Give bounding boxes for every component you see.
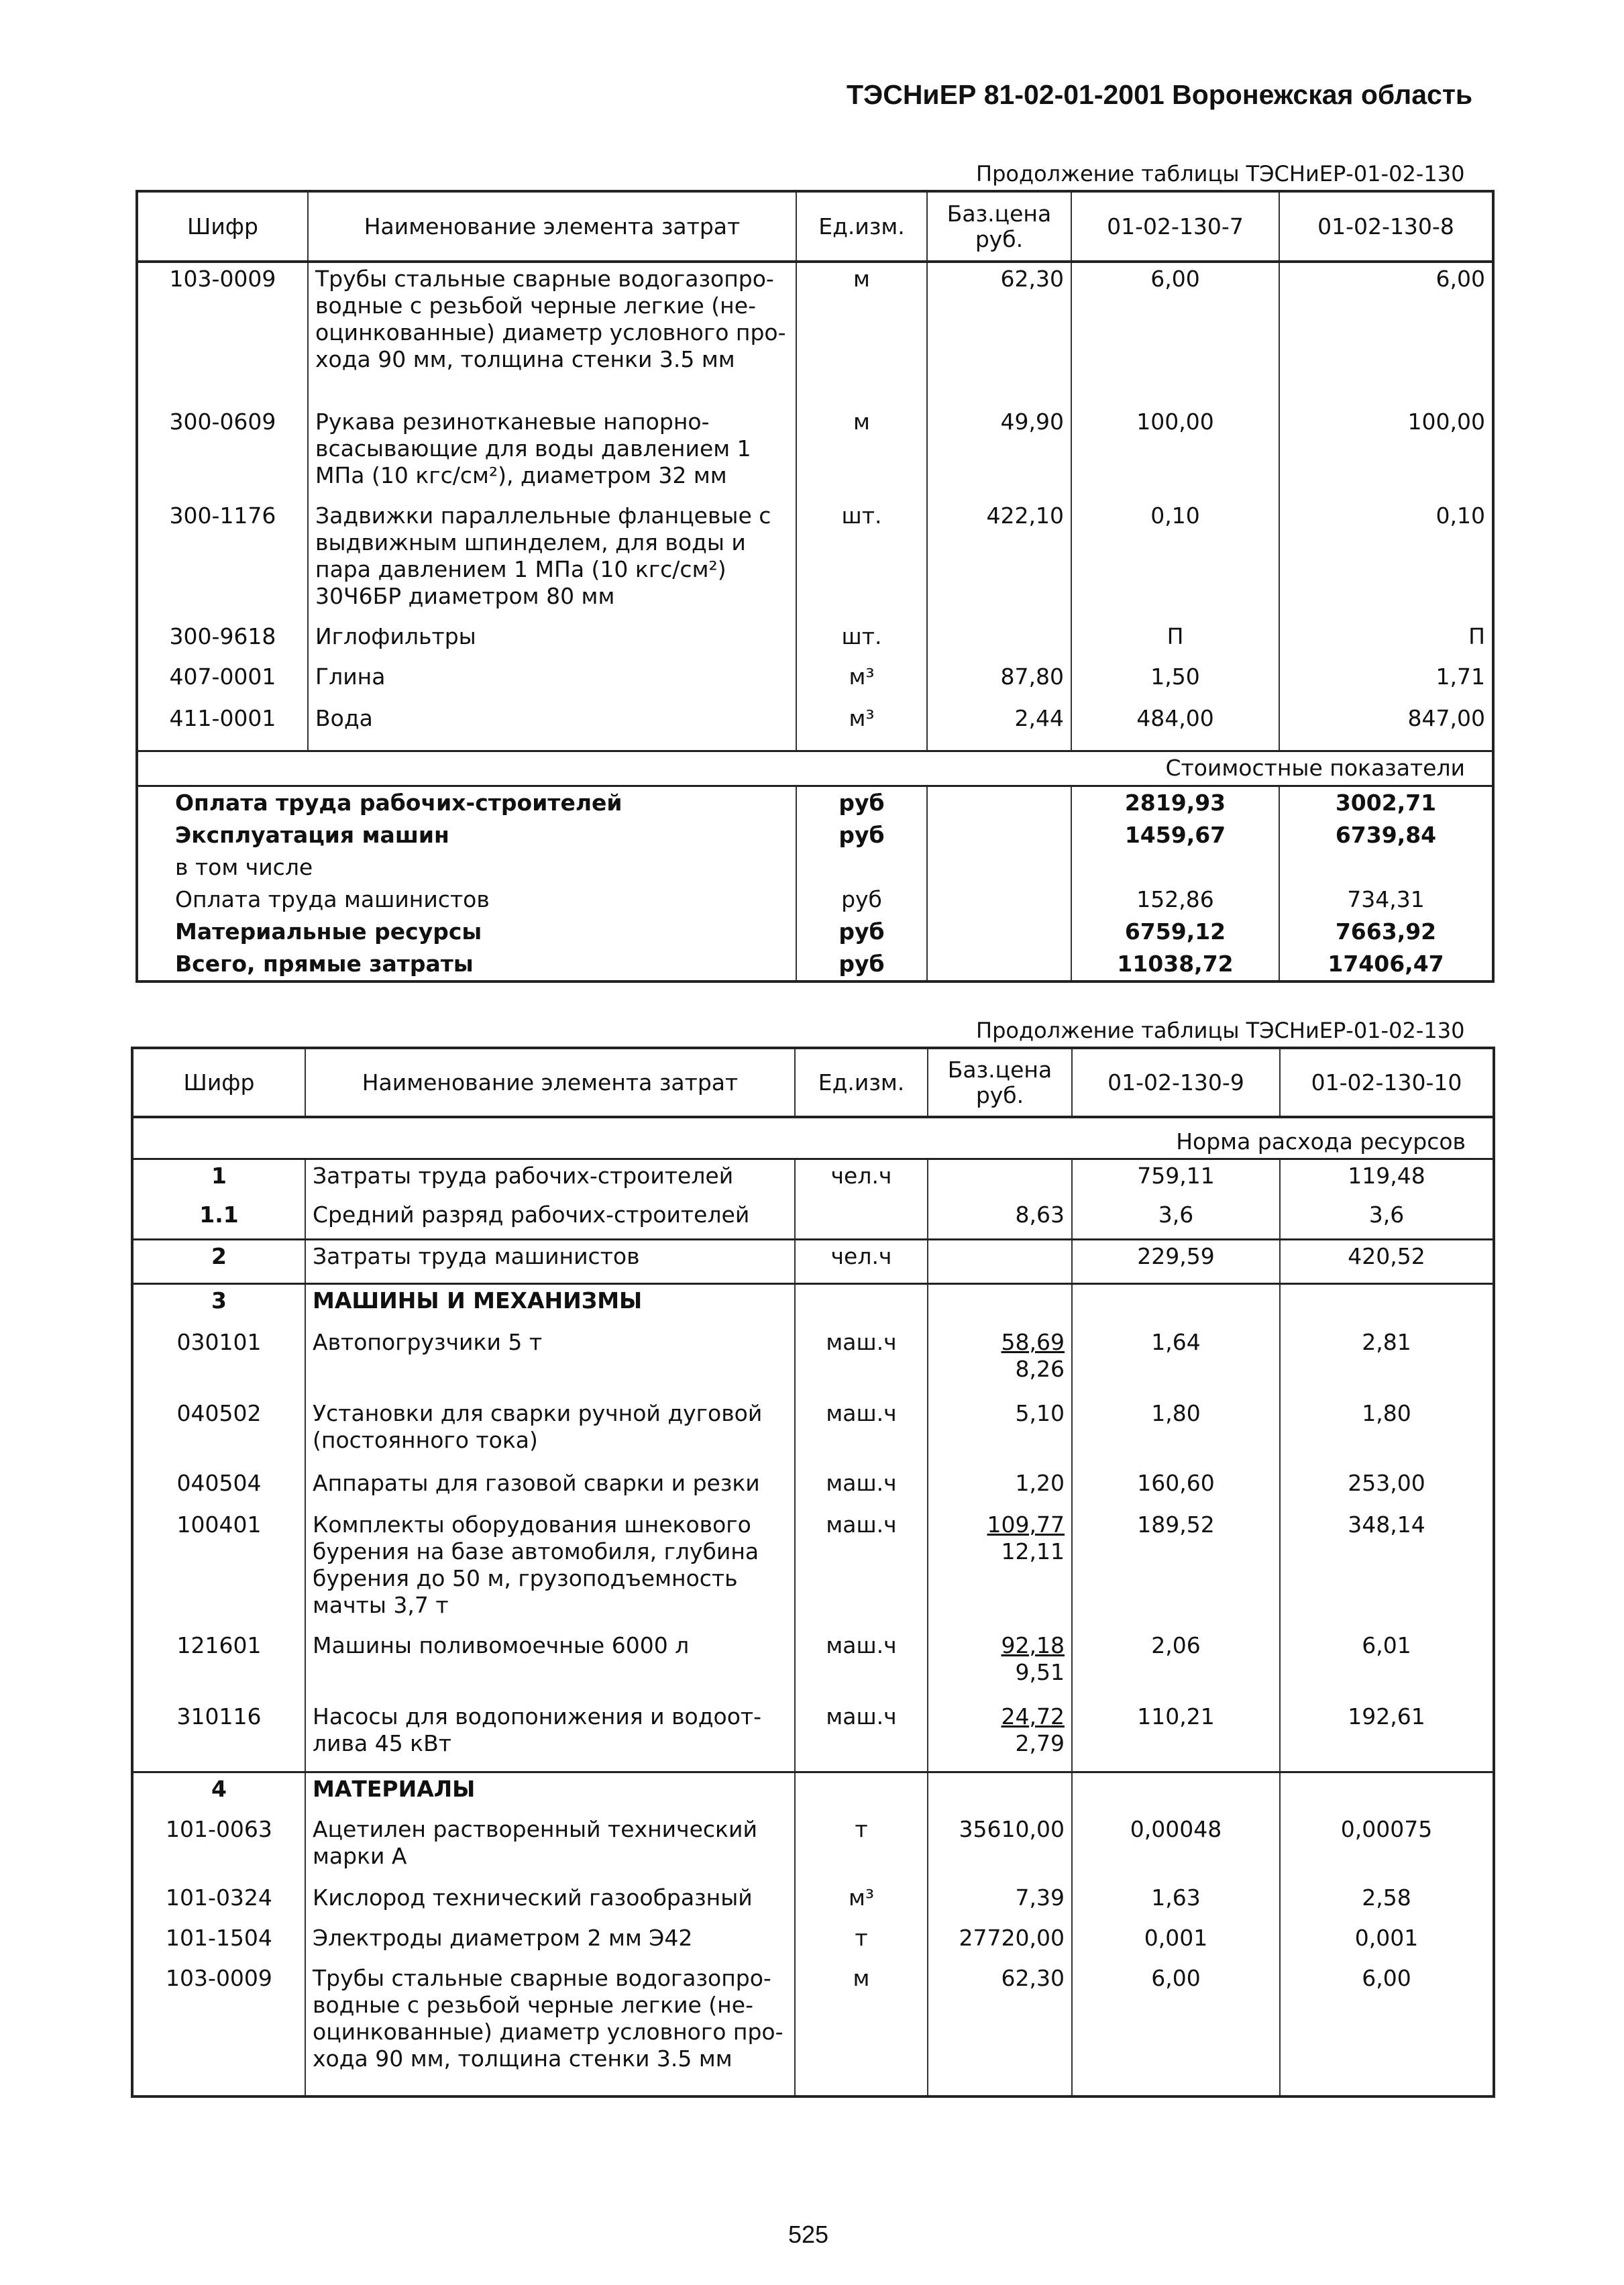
row-price bbox=[928, 1813, 1072, 1882]
row-unit: шт. bbox=[796, 500, 927, 621]
row-price bbox=[928, 1159, 1072, 1199]
row-code: 407-0001 bbox=[137, 661, 308, 702]
row-name: Установки для сварки ручной дуговой (постоянного тока) bbox=[305, 1397, 795, 1467]
summary-name: Материальные ресурсы bbox=[175, 918, 482, 945]
col-header-unit: Ед.изм. bbox=[796, 191, 927, 262]
row-value-2: 847,00 bbox=[1407, 705, 1485, 731]
row-unit: м³ bbox=[796, 702, 927, 743]
row-code: 4 bbox=[132, 1772, 305, 1813]
table2-header-row bbox=[132, 1048, 1494, 1117]
row-value-2: 348,14 bbox=[1348, 1511, 1425, 1538]
summary-name: Оплата труда рабочих-строителей bbox=[175, 789, 622, 816]
row-price bbox=[928, 1701, 1072, 1772]
row-unit: м bbox=[796, 262, 927, 406]
row-code: 411-0001 bbox=[137, 702, 308, 743]
row-price bbox=[928, 1922, 1072, 1962]
row-code: 310116 bbox=[132, 1701, 305, 1772]
row-unit: маш.ч bbox=[795, 1509, 928, 1630]
section-row bbox=[132, 1117, 1494, 1159]
row-value-2: 2,58 bbox=[1362, 1884, 1411, 1911]
col-header-v2: 01-02-130-8 bbox=[1279, 191, 1493, 262]
summary-row bbox=[137, 948, 1493, 981]
row-price-main: 8,63 bbox=[1015, 1202, 1065, 1228]
summary-value-1: 11038,72 bbox=[1071, 948, 1279, 981]
section-row bbox=[137, 751, 1493, 786]
row-price-main: 1,20 bbox=[1015, 1470, 1065, 1496]
row-code: 100401 bbox=[132, 1509, 305, 1630]
spacer-cell bbox=[796, 743, 927, 751]
table-row bbox=[132, 1397, 1494, 1467]
row-price bbox=[928, 1239, 1072, 1283]
summary-unit: руб bbox=[796, 948, 927, 981]
row-price bbox=[928, 1283, 1072, 1326]
summary-value-1: 1459,67 bbox=[1071, 819, 1279, 851]
summary-row bbox=[137, 884, 1493, 916]
row-value-2: П bbox=[1468, 623, 1485, 649]
row-value-1: 110,21 bbox=[1072, 1701, 1280, 1772]
summary-blank bbox=[927, 819, 1071, 851]
row-value-2: 253,00 bbox=[1348, 1470, 1425, 1496]
row-price: 2,44 bbox=[927, 702, 1071, 743]
row-name: Затраты труда машинистов bbox=[305, 1239, 795, 1283]
row-name: Вода bbox=[308, 702, 796, 743]
summary-value-1: 6759,12 bbox=[1071, 916, 1279, 948]
row-name: Комплекты оборудования шнекового бурения на базе автомобиля, глубина бурения до 50 м, грузоподъемность мачты 3,7 т bbox=[305, 1509, 795, 1630]
row-price-machinist: 2,79 bbox=[1015, 1730, 1065, 1756]
row-code: 300-9618 bbox=[137, 621, 308, 661]
row-value-2: 6,00 bbox=[1362, 1965, 1411, 1991]
row-value-2: 6,01 bbox=[1362, 1632, 1411, 1658]
row-unit: м³ bbox=[795, 1882, 928, 1922]
row-price bbox=[928, 1467, 1072, 1509]
row-name: Кислород технический газообразный bbox=[305, 1882, 795, 1922]
row-value-1 bbox=[1072, 1772, 1280, 1813]
col-header-code: Шифр bbox=[137, 191, 308, 262]
row-price: 87,80 bbox=[927, 661, 1071, 702]
summary-blank bbox=[927, 786, 1071, 819]
table-row bbox=[132, 1283, 1494, 1326]
summary-blank bbox=[927, 948, 1071, 981]
table-row bbox=[132, 1813, 1494, 1882]
row-unit: м bbox=[795, 1962, 928, 2096]
row-name: Средний разряд рабочих-строителей bbox=[305, 1199, 795, 1239]
table-row bbox=[132, 1922, 1494, 1962]
row-value-1: 160,60 bbox=[1072, 1467, 1280, 1509]
page-header: ТЭСНиЕР 81-02-01-2001 Воронежская область bbox=[847, 79, 1473, 110]
row-value-1: 2,06 bbox=[1072, 1630, 1280, 1701]
row-value-1: 759,11 bbox=[1072, 1159, 1280, 1199]
row-price bbox=[928, 1772, 1072, 1813]
row-value-1: 484,00 bbox=[1071, 702, 1279, 743]
table-row bbox=[137, 406, 1493, 500]
col-header-v1: 01-02-130-7 bbox=[1071, 191, 1279, 262]
row-value-2: 0,10 bbox=[1436, 502, 1485, 529]
row-unit: маш.ч bbox=[795, 1630, 928, 1701]
summary-blank bbox=[927, 916, 1071, 948]
row-value-2: 0,00075 bbox=[1340, 1816, 1433, 1842]
summary-value-2: 6739,84 bbox=[1335, 821, 1437, 848]
row-name: Ацетилен растворенный технический марки А bbox=[305, 1813, 795, 1882]
row-name: Иглофильтры bbox=[308, 621, 796, 661]
col-header-unit: Ед.изм. bbox=[795, 1048, 928, 1117]
row-unit: маш.ч bbox=[795, 1326, 928, 1397]
row-value-1: П bbox=[1071, 621, 1279, 661]
row-price-main: 62,30 bbox=[1001, 1965, 1065, 1991]
row-value-2 bbox=[1280, 1772, 1494, 1813]
summary-name: Всего, прямые затраты bbox=[175, 950, 474, 977]
col-header-code: Шифр bbox=[132, 1048, 305, 1117]
table-row bbox=[137, 702, 1493, 743]
row-price-main: 35610,00 bbox=[959, 1816, 1065, 1842]
row-unit: т bbox=[795, 1922, 928, 1962]
row-price bbox=[928, 1509, 1072, 1630]
row-unit bbox=[795, 1283, 928, 1326]
row-name: Машины поливомоечные 6000 л bbox=[305, 1630, 795, 1701]
table-row bbox=[132, 1701, 1494, 1772]
row-name: Трубы стальные сварные водогазопро-водные с резьбой черные легкие (не-оцинкованные) диаметр условного про-хода 90 мм, толщина стенки 3.5 мм bbox=[305, 1962, 795, 2096]
row-name: Рукава резинотканевые напорно-всасывающие для воды давлением 1 МПа (10 кгс/см²), диаметром 32 мм bbox=[308, 406, 796, 500]
spacer-cell bbox=[1071, 743, 1279, 751]
row-unit bbox=[795, 1199, 928, 1239]
row-value-2: 1,71 bbox=[1436, 663, 1485, 690]
table-row bbox=[132, 1882, 1494, 1922]
table-row bbox=[132, 1159, 1494, 1199]
row-price bbox=[928, 1882, 1072, 1922]
row-value-2: 420,52 bbox=[1280, 1239, 1494, 1283]
row-price-main: 7,39 bbox=[1015, 1884, 1065, 1911]
col-header-name: Наименование элемента затрат bbox=[308, 191, 796, 262]
row-code: 2 bbox=[132, 1239, 305, 1283]
table-row bbox=[137, 661, 1493, 702]
row-price-machinist: 9,51 bbox=[1015, 1659, 1065, 1685]
row-price-main: 24,72 bbox=[1001, 1703, 1065, 1730]
summary-unit: руб bbox=[796, 786, 927, 819]
row-value-1: 1,64 bbox=[1072, 1326, 1280, 1397]
section-label: Стоимостные показатели bbox=[137, 751, 1493, 786]
row-value-1: 0,10 bbox=[1071, 500, 1279, 621]
row-unit: чел.ч bbox=[795, 1239, 928, 1283]
summary-name: Эксплуатация машин bbox=[175, 821, 449, 848]
summary-value-2: 734,31 bbox=[1347, 886, 1425, 912]
page-number: 525 bbox=[788, 2221, 829, 2248]
row-value-1: 0,001 bbox=[1072, 1922, 1280, 1962]
row-value-2: 119,48 bbox=[1348, 1162, 1425, 1189]
row-name: Глина bbox=[308, 661, 796, 702]
row-code: 040504 bbox=[132, 1467, 305, 1509]
col-header-v2: 01-02-130-10 bbox=[1280, 1048, 1494, 1117]
row-code: 300-1176 bbox=[137, 500, 308, 621]
row-price-main: 109,77 bbox=[987, 1511, 1065, 1538]
table2-caption: Продолжение таблицы ТЭСНиЕР-01-02-130 bbox=[976, 1018, 1465, 1043]
row-name: МАТЕРИАЛЫ bbox=[305, 1772, 795, 1813]
row-unit: т bbox=[795, 1813, 928, 1882]
row-price bbox=[928, 1326, 1072, 1397]
row-value-1: 3,6 bbox=[1072, 1199, 1280, 1239]
row-unit: м³ bbox=[796, 661, 927, 702]
row-value-2: 192,61 bbox=[1348, 1703, 1425, 1730]
summary-value-2: 3002,71 bbox=[1335, 789, 1437, 816]
row-unit: маш.ч bbox=[795, 1467, 928, 1509]
row-code: 121601 bbox=[132, 1630, 305, 1701]
summary-unit bbox=[796, 851, 927, 884]
summary-blank bbox=[927, 884, 1071, 916]
row-name: Насосы для водопонижения и водоот-лива 45 кВт bbox=[305, 1701, 795, 1772]
row-unit: маш.ч bbox=[795, 1397, 928, 1467]
row-price bbox=[928, 1397, 1072, 1467]
table2 bbox=[131, 1047, 1495, 2098]
summary-value-2: 17406,47 bbox=[1328, 950, 1444, 977]
row-unit: маш.ч bbox=[795, 1701, 928, 1772]
row-value-1: 6,00 bbox=[1072, 1962, 1280, 2096]
row-price-machinist: 12,11 bbox=[1001, 1538, 1065, 1564]
summary-row bbox=[137, 851, 1493, 884]
row-code: 030101 bbox=[132, 1326, 305, 1397]
row-code: 040502 bbox=[132, 1397, 305, 1467]
summary-value-1: 152,86 bbox=[1071, 884, 1279, 916]
row-unit bbox=[795, 1772, 928, 1813]
row-name: Задвижки параллельные фланцевые с выдвижным шпинделем, для воды и пара давлением 1 МПа (10 кгс/см²) 30Ч6БР диаметром 80 мм bbox=[308, 500, 796, 621]
row-code: 1 bbox=[132, 1159, 305, 1199]
row-price: 62,30 bbox=[927, 262, 1071, 406]
col-header-v1: 01-02-130-9 bbox=[1072, 1048, 1280, 1117]
summary-row bbox=[137, 819, 1493, 851]
spacer-row bbox=[137, 743, 1493, 751]
spacer-cell bbox=[927, 743, 1071, 751]
row-price-main: 27720,00 bbox=[959, 1925, 1065, 1951]
row-value-2 bbox=[1280, 1283, 1494, 1326]
spacer-cell bbox=[137, 743, 308, 751]
row-code: 3 bbox=[132, 1283, 305, 1326]
row-code: 101-1504 bbox=[132, 1922, 305, 1962]
row-value-1: 0,00048 bbox=[1072, 1813, 1280, 1882]
table-row bbox=[132, 1962, 1494, 2096]
summary-blank bbox=[927, 851, 1071, 884]
row-value-1: 100,00 bbox=[1071, 406, 1279, 500]
row-value-2: 100,00 bbox=[1407, 409, 1485, 435]
row-price-main: 92,18 bbox=[1001, 1632, 1065, 1658]
table1-caption: Продолжение таблицы ТЭСНиЕР-01-02-130 bbox=[976, 161, 1465, 187]
row-unit: м bbox=[796, 406, 927, 500]
row-unit: чел.ч bbox=[795, 1159, 928, 1199]
row-price: 422,10 bbox=[927, 500, 1071, 621]
summary-value-1: 2819,93 bbox=[1071, 786, 1279, 819]
row-value-1: 1,63 bbox=[1072, 1882, 1280, 1922]
row-value-1: 229,59 bbox=[1072, 1239, 1280, 1283]
summary-name: в том числе bbox=[175, 853, 313, 880]
row-value-1 bbox=[1072, 1283, 1280, 1326]
row-name: Автопогрузчики 5 т bbox=[305, 1326, 795, 1397]
row-price-main: 5,10 bbox=[1015, 1400, 1065, 1426]
spacer-cell bbox=[308, 743, 796, 751]
row-code: 300-0609 bbox=[137, 406, 308, 500]
summary-row bbox=[137, 786, 1493, 819]
row-code: 101-0063 bbox=[132, 1813, 305, 1882]
col-header-name: Наименование элемента затрат bbox=[305, 1048, 795, 1117]
row-price bbox=[928, 1962, 1072, 2096]
row-price-machinist: 8,26 bbox=[1015, 1356, 1065, 1382]
row-price: 49,90 bbox=[927, 406, 1071, 500]
row-unit: шт. bbox=[796, 621, 927, 661]
table-row bbox=[132, 1239, 1494, 1283]
table-row bbox=[137, 621, 1493, 661]
table-row bbox=[132, 1467, 1494, 1509]
table-row bbox=[137, 500, 1493, 621]
row-name: Трубы стальные сварные водогазопро-водные с резьбой черные легкие (не-оцинкованные) диаметр условного про-хода 90 мм, толщина стенки 3.5 мм bbox=[308, 262, 796, 406]
summary-value-2 bbox=[1279, 851, 1493, 884]
summary-value-2: 7663,92 bbox=[1335, 918, 1437, 945]
spacer-cell bbox=[1279, 743, 1493, 751]
summary-name: Оплата труда машинистов bbox=[175, 886, 490, 912]
row-code: 1.1 bbox=[132, 1199, 305, 1239]
table-row bbox=[132, 1630, 1494, 1701]
section-label: Норма расхода ресурсов bbox=[132, 1117, 1494, 1159]
row-value-2: 6,00 bbox=[1436, 266, 1485, 292]
row-value-2: 1,80 bbox=[1362, 1400, 1411, 1426]
col-header-price: Баз.цена руб. bbox=[928, 1048, 1072, 1117]
table-row bbox=[132, 1772, 1494, 1813]
row-price bbox=[928, 1199, 1072, 1239]
row-name: Аппараты для газовой сварки и резки bbox=[305, 1467, 795, 1509]
summary-row bbox=[137, 916, 1493, 948]
row-code: 103-0009 bbox=[132, 1962, 305, 2096]
table-row bbox=[132, 1509, 1494, 1630]
row-value-1: 189,52 bbox=[1072, 1509, 1280, 1630]
row-value-1: 6,00 bbox=[1071, 262, 1279, 406]
table-row bbox=[132, 1199, 1494, 1239]
row-price bbox=[927, 621, 1071, 661]
table1 bbox=[136, 190, 1495, 983]
row-code: 103-0009 bbox=[137, 262, 308, 406]
row-value-2: 2,81 bbox=[1362, 1329, 1411, 1355]
table-row bbox=[132, 1326, 1494, 1397]
summary-unit: руб bbox=[796, 916, 927, 948]
row-name: Затраты труда рабочих-строителей bbox=[305, 1159, 795, 1199]
row-code: 101-0324 bbox=[132, 1882, 305, 1922]
table-row bbox=[137, 262, 1493, 406]
summary-unit: руб bbox=[796, 884, 927, 916]
row-value-2: 0,001 bbox=[1354, 1925, 1419, 1951]
summary-unit: руб bbox=[796, 819, 927, 851]
row-value-1: 1,50 bbox=[1071, 661, 1279, 702]
row-price bbox=[928, 1630, 1072, 1701]
row-name: МАШИНЫ И МЕХАНИЗМЫ bbox=[305, 1283, 795, 1326]
row-value-2: 3,6 bbox=[1368, 1202, 1405, 1228]
col-header-price: Баз.цена руб. bbox=[927, 191, 1071, 262]
row-price-main: 58,69 bbox=[1001, 1329, 1065, 1355]
row-name: Электроды диаметром 2 мм Э42 bbox=[305, 1922, 795, 1962]
row-value-1: 1,80 bbox=[1072, 1397, 1280, 1467]
summary-value-1 bbox=[1071, 851, 1279, 884]
table1-header-row bbox=[137, 191, 1493, 262]
